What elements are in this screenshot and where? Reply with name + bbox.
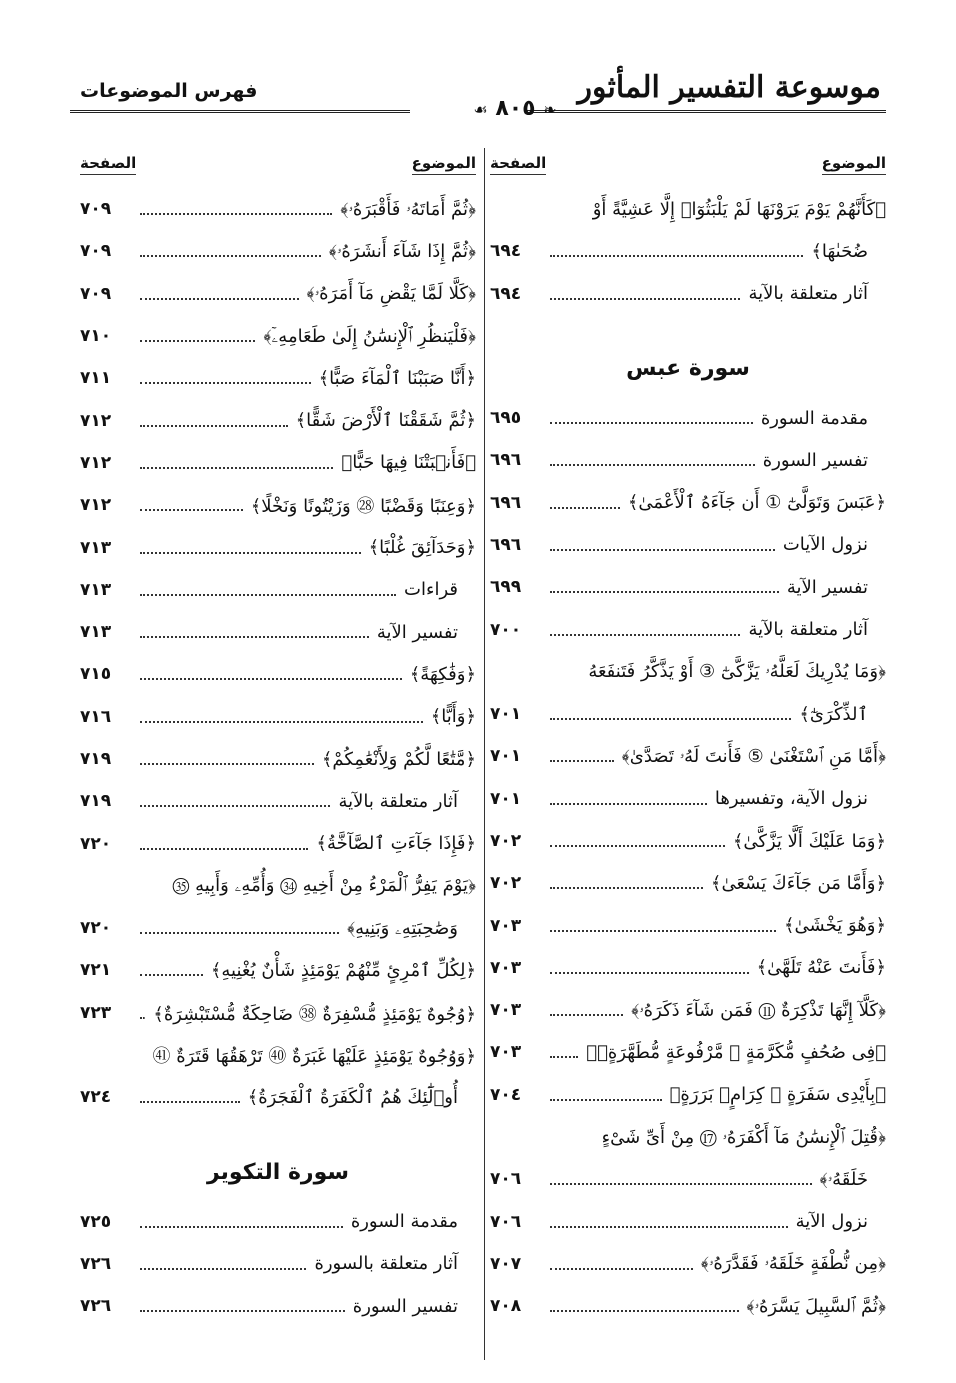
- leader-dots: [550, 1226, 788, 1228]
- toc-entry[interactable]: [80, 442, 476, 484]
- entry-page-number: ٧١٢: [80, 410, 112, 431]
- spacer: [490, 315, 886, 341]
- entry-title: ﴿عَبَسَ وَتَوَلَّىٰٓ ① أَن جَآءَهُ ٱلْأَعْمَىٰ﴾: [627, 492, 886, 514]
- leader-dots: [140, 340, 255, 342]
- entry-page-number: ٧٢٥: [80, 1211, 112, 1232]
- entry-title: ﴿بِأَيْدِى سَفَرَةٍ ⑮ كِرَامٍۭ بَرَرَةٍ﴾: [669, 1084, 886, 1106]
- entry-title: آثار متعلقة بالآية: [748, 619, 868, 641]
- leader-dots: [550, 549, 775, 551]
- page-header-label: الصفحة: [80, 154, 136, 175]
- entry-title: ضُحَىٰهَا﴾: [811, 240, 868, 262]
- leader-dots: [550, 1014, 623, 1016]
- toc-entry[interactable]: [490, 989, 886, 1031]
- toc-entry[interactable]: [490, 439, 886, 481]
- entry-title: آثار متعلقة بالآية: [748, 283, 868, 305]
- entry-title: أُو۟لَٰٓئِكَ هُمُ ٱلْكَفَرَةُ ٱلْفَجَرَةُ﴾: [247, 1086, 458, 1108]
- leader-dots: [140, 974, 203, 976]
- leader-dots: [550, 760, 614, 762]
- entry-title: نزول الآية: [795, 1211, 868, 1233]
- entry-title: ﴿مَّتَٰعًا لَّكُمْ وَلِأَنْعَٰمِكُمْ﴾: [321, 748, 476, 770]
- column-header: [490, 148, 886, 188]
- header-rule-right: [526, 110, 886, 113]
- leader-dots: [550, 507, 620, 509]
- entry-title: ﴿ثُمَّ ٱلسَّبِيلَ يَسَّرَهُۥ﴾: [746, 1295, 886, 1317]
- entry-title: مقدمة السورة: [350, 1211, 458, 1233]
- leader-dots: [140, 848, 308, 850]
- entry-title: ﴿ثُمَّ أَمَاتَهُۥ فَأَقْبَرَهُۥ﴾: [340, 198, 476, 220]
- entry-title: مقدمة السورة: [760, 407, 868, 429]
- toc-entry[interactable]: [490, 273, 886, 315]
- toc-entry[interactable]: [490, 397, 886, 439]
- leader-dots: [140, 721, 423, 723]
- entry-title: ﴿يَوْمَ يَفِرُّ ٱلْمَرْءُ مِنْ أَخِيهِ ㉞ وَأُمِّهِۦ وَأَبِيهِ ㉟: [172, 875, 476, 897]
- toc-entry[interactable]: [80, 822, 476, 864]
- toc-entry[interactable]: [490, 1243, 886, 1285]
- entry-page-number: ٧١٢: [80, 495, 112, 516]
- leader-dots: [550, 887, 703, 889]
- toc-entry[interactable]: [80, 992, 476, 1034]
- entry-title: خَلَقَهُۥ﴾: [819, 1168, 868, 1190]
- leader-dots: [550, 1056, 578, 1058]
- toc-entry[interactable]: [80, 484, 476, 526]
- toc-entry[interactable]: [490, 524, 886, 566]
- entry-page-number: ٧٠٢: [490, 873, 522, 894]
- leader-dots: [140, 213, 332, 215]
- toc-entry[interactable]: [80, 526, 476, 568]
- toc-entry[interactable]: [80, 1243, 476, 1285]
- toc-entry[interactable]: [490, 947, 886, 989]
- entry-page-number: ٧٠٣: [490, 1000, 522, 1021]
- entry-title: نزول الآيات: [782, 534, 868, 556]
- toc-entry[interactable]: [490, 693, 886, 735]
- toc-entry[interactable]: [490, 651, 886, 693]
- entry-title: ﴿وَمَا يُدْرِيكَ لَعَلَّهُۥ يَزَّكَّىٰٓ ③ أَوْ يَذَّكَّرُ فَتَنفَعَهُ: [588, 661, 886, 683]
- entry-page-number: ٧١٣: [80, 579, 112, 600]
- entry-title: تفسير الآية: [376, 621, 458, 643]
- leader-dots: [140, 255, 321, 257]
- toc-entry[interactable]: [80, 907, 476, 949]
- leader-dots: [550, 634, 740, 636]
- leader-dots: [550, 298, 740, 300]
- entry-title: ﴿كَلَّا لَمَّا يَقْضِ مَآ أَمَرَهُۥ﴾: [306, 283, 476, 305]
- leader-dots: [140, 552, 361, 554]
- entry-title: ﴿فَلْيَنظُرِ ٱلْإِنسَٰنُ إِلَىٰ طَعَامِهِۦٓ﴾: [263, 325, 476, 347]
- entry-title: ﴿وَحَدَآئِقَ غُلْبًا﴾: [368, 537, 476, 559]
- entry-title: آثار متعلقة بالآية: [338, 790, 458, 812]
- ornament-icon: ☙: [473, 100, 488, 119]
- toc-entry[interactable]: [490, 1116, 886, 1158]
- entry-title: تفسير السورة: [352, 1295, 458, 1317]
- page-number-value: ٨٠٥: [495, 96, 536, 121]
- entry-page-number: ٧٠٢: [490, 831, 522, 851]
- entry-page-number: ٧٠٤: [490, 1084, 522, 1105]
- entry-page-number: ٦٩٩: [490, 577, 522, 598]
- entry-title: ﴿مِن نُّطْفَةٍ خَلَقَهُۥ فَقَدَّرَهُۥ﴾: [700, 1253, 886, 1275]
- entry-title: نزول الآية، وتفسيرها: [714, 788, 868, 810]
- toc-entry[interactable]: [80, 1285, 476, 1327]
- entry-page-number: ٧٠٣: [490, 915, 522, 936]
- leader-dots: [140, 467, 333, 469]
- entry-page-number: ٧٢٠: [80, 833, 112, 854]
- entry-title: ﴿وَعِنَبًا وَقَضْبًا ㉘ وَزَيْتُونًا وَنَخْلًا﴾: [250, 496, 476, 518]
- leader-dots: [550, 972, 749, 974]
- entry-page-number: ٦٩٦: [490, 450, 522, 471]
- entry-title: ﴿أَنَّا صَبَبْنَا ٱلْمَآءَ صَبًّا﴾: [318, 367, 476, 389]
- entry-page-number: ٧٠٣: [490, 957, 522, 978]
- entry-title: ﴿وَأَمَّا مَن جَآءَكَ يَسْعَىٰ﴾: [710, 872, 886, 894]
- leader-dots: [550, 591, 779, 593]
- entry-page-number: ٧١١: [80, 368, 112, 389]
- entry-page-number: ٦٩٥: [490, 408, 522, 429]
- entry-title: تفسير السورة: [762, 449, 868, 471]
- entry-title: ﴿وَمَا عَلَيْكَ أَلَّا يَزَّكَّىٰ﴾: [732, 830, 886, 852]
- entry-title: ﴿فَأَنۢبَتْنَا فِيهَا حَبًّا﴾: [341, 452, 476, 474]
- leader-dots: [140, 932, 339, 934]
- entry-page-number: ٧٠١: [490, 746, 522, 767]
- leader-dots: [550, 1099, 662, 1101]
- entry-page-number: ٧٠٩: [80, 283, 112, 304]
- leader-dots: [140, 298, 299, 300]
- book-title: موسوعة التفسير المأثور: [577, 70, 881, 105]
- entry-page-number: ٧٠١: [490, 788, 522, 809]
- entry-page-number: ٧١٣: [80, 537, 112, 558]
- leader-dots: [550, 845, 725, 847]
- page-header-label: الصفحة: [490, 154, 546, 175]
- page-header: [70, 70, 886, 130]
- entry-title: ﴿كَلَّآ إِنَّهَا تَذْكِرَةٌ ⑪ فَمَن شَآءَ ذَكَرَهُۥ﴾: [631, 999, 886, 1021]
- leader-dots: [550, 718, 791, 720]
- entry-page-number: ٧١٢: [80, 452, 112, 473]
- entry-page-number: ٧١٣: [80, 622, 112, 643]
- leader-dots: [140, 1226, 343, 1228]
- toc-entry[interactable]: [80, 569, 476, 611]
- leader-dots: [550, 803, 707, 805]
- toc-entry[interactable]: [490, 1201, 886, 1243]
- toc-entry[interactable]: [490, 820, 886, 862]
- leader-dots: [140, 805, 330, 807]
- entry-title: ﴿قُتِلَ ٱلْإِنسَٰنُ مَآ أَكْفَرَهُۥ ⑰ مِنْ أَىِّ شَىْءٍ: [601, 1126, 886, 1148]
- toc-entry[interactable]: [80, 738, 476, 780]
- header-rule-left: [70, 110, 410, 113]
- entry-page-number: ٦٩٤: [490, 241, 522, 262]
- entry-title: ٱلذِّكْرَىٰٓ﴾: [799, 703, 868, 725]
- entry-page-number: ٧٠٩: [80, 199, 112, 220]
- toc-entry[interactable]: [490, 1074, 886, 1116]
- entry-title: ﴿وَوُجُوهٌ يَوْمَئِذٍ عَلَيْهَا غَبَرَةٌ ㊵ تَرْهَقُهَا قَتَرَةٌ ㊶: [152, 1046, 476, 1068]
- entry-title: ﴿وَفَٰكِهَةً﴾: [409, 663, 476, 685]
- leader-dots: [550, 464, 755, 466]
- ornament-icon: ❧: [543, 100, 557, 119]
- toc-entry[interactable]: [490, 904, 886, 946]
- entry-page-number: ٧٠٨: [490, 1296, 522, 1317]
- entry-title: ﴿فَإِذَا جَآءَتِ ٱلصَّآخَّةُ﴾: [316, 833, 476, 855]
- toc-entry[interactable]: [80, 780, 476, 822]
- leader-dots: [550, 1183, 812, 1185]
- entry-page-number: ٦٩٦: [490, 492, 522, 513]
- entry-page-number: ٦٩٤: [490, 283, 522, 304]
- entry-title: ﴿فِى صُحُفٍ مُّكَرَّمَةٍ ⑬ مَّرْفُوعَةٍ مُّطَهَّرَةٍۭ﴾: [586, 1041, 886, 1063]
- leader-dots: [550, 255, 803, 257]
- toc-entry[interactable]: [80, 315, 476, 357]
- entry-page-number: ٧٢١: [80, 960, 112, 981]
- toc-entry[interactable]: [80, 273, 476, 315]
- leader-dots: [140, 678, 402, 680]
- leader-dots: [140, 1101, 240, 1103]
- entry-page-number: ٧٠٩: [80, 241, 112, 262]
- entry-page-number: ٧١٩: [80, 791, 112, 812]
- entry-page-number: ٧٢٤: [80, 1087, 112, 1108]
- toc-entry[interactable]: [490, 1031, 886, 1073]
- leader-dots: [550, 930, 776, 932]
- toc-entry[interactable]: [80, 611, 476, 653]
- toc-entry[interactable]: [80, 1076, 476, 1118]
- left-column: [80, 148, 476, 1327]
- entry-page-number: ٧٢٣: [80, 1002, 112, 1023]
- toc-entry[interactable]: [80, 399, 476, 441]
- leader-dots: [550, 422, 753, 424]
- entry-title: ﴿وَأَبًّا﴾: [430, 706, 476, 728]
- entry-title: ﴿وَهُوَ يَخْشَىٰ﴾: [784, 915, 886, 937]
- entry-title: وَصَٰحِبَتِهِۦ وَبَنِيهِ﴾: [347, 917, 458, 939]
- toc-entry[interactable]: [490, 230, 886, 272]
- section-title: فهرس الموضوعات: [80, 80, 258, 102]
- toc-entry[interactable]: [80, 949, 476, 991]
- topic-header: الموضوع: [412, 154, 476, 175]
- entry-page-number: ٧٢٦: [80, 1296, 112, 1317]
- entry-title: ﴿لِكُلِّ ٱمْرِئٍ مِّنْهُمْ يَوْمَئِذٍ شَأْنٌ يُغْنِيهِ﴾: [210, 959, 476, 981]
- entry-page-number: ٧٢٠: [80, 918, 112, 939]
- entry-page-number: ٧٠٣: [490, 1042, 522, 1063]
- entry-title: ﴿وُجُوهٌ يَوْمَئِذٍ مُّسْفِرَةٌ ㊳ ضَاحِكَةٌ مُّسْتَبْشِرَةٌ﴾: [153, 1003, 476, 1025]
- entry-page-number: ٧١٦: [80, 706, 112, 727]
- column-header: [80, 148, 476, 188]
- toc-entry[interactable]: [80, 188, 476, 230]
- toc-entry[interactable]: [80, 865, 476, 907]
- toc-entry[interactable]: [80, 357, 476, 399]
- leader-dots: [140, 1017, 145, 1019]
- leader-dots: [140, 1268, 306, 1270]
- entry-page-number: ٧١٠: [80, 326, 112, 347]
- entry-page-number: ٧٢٦: [80, 1253, 112, 1274]
- toc-list: [80, 188, 476, 1327]
- entry-page-number: ٧٠٠: [490, 619, 522, 640]
- leader-dots: [140, 763, 314, 765]
- toc-entry[interactable]: [490, 778, 886, 820]
- entry-page-number: ٧٠١: [490, 704, 522, 725]
- toc-entry[interactable]: [80, 696, 476, 738]
- toc-entry[interactable]: [490, 566, 886, 608]
- entry-page-number: ٧١٩: [80, 749, 112, 769]
- leader-dots: [140, 509, 243, 511]
- leader-dots: [140, 594, 396, 596]
- entry-title: ﴿فَأَنتَ عَنْهُ تَلَهَّىٰ﴾: [756, 957, 886, 979]
- toc-entry[interactable]: [80, 230, 476, 272]
- toc-entry[interactable]: [80, 653, 476, 695]
- toc-entry[interactable]: [490, 481, 886, 523]
- leader-dots: [140, 1310, 345, 1312]
- page-number: [450, 96, 580, 121]
- toc-entry[interactable]: [80, 1034, 476, 1076]
- leader-dots: [140, 425, 288, 427]
- column-divider: [484, 148, 485, 1360]
- toc-entry[interactable]: [490, 1158, 886, 1200]
- entry-page-number: ٧٠٦: [490, 1211, 522, 1232]
- entry-page-number: ٧٠٦: [490, 1169, 522, 1190]
- toc-entry[interactable]: [490, 608, 886, 650]
- entry-title: ﴿أَمَّا مَنِ ٱسْتَغْنَىٰ ⑤ فَأَنتَ لَهُۥ تَصَدَّىٰ﴾: [621, 745, 886, 767]
- toc-entry[interactable]: [490, 188, 886, 230]
- entry-page-number: ٧٠٧: [490, 1253, 522, 1274]
- toc-entry[interactable]: [490, 1285, 886, 1327]
- leader-dots: [550, 1268, 693, 1270]
- entry-page-number: ٧١٥: [80, 664, 112, 685]
- entry-title: آثار متعلقة بالسورة: [314, 1253, 458, 1275]
- leader-dots: [140, 382, 311, 384]
- entry-title: قراءات: [404, 579, 458, 601]
- entry-title: ﴿كَأَنَّهُمْ يَوْمَ يَرَوْنَهَا لَمْ يَلْبَثُوٓا۟ إِلَّا عَشِيَّةً أَوْ: [592, 198, 886, 220]
- entry-title: ﴿ثُمَّ إِذَا شَآءَ أَنشَرَهُۥ﴾: [328, 240, 476, 262]
- toc-entry[interactable]: [80, 1201, 476, 1243]
- toc-list: [490, 188, 886, 1327]
- surah-heading: سورة عبس: [626, 356, 750, 382]
- entry-page-number: ٦٩٦: [490, 534, 522, 555]
- spacer: [80, 1119, 476, 1145]
- toc-entry[interactable]: [490, 862, 886, 904]
- leader-dots: [550, 1310, 739, 1312]
- leader-dots: [140, 636, 369, 638]
- surah-heading: سورة التكوير: [206, 1160, 350, 1186]
- right-column: [490, 148, 886, 1327]
- toc-entry[interactable]: [490, 735, 886, 777]
- entry-title: ﴿ثُمَّ شَقَقْنَا ٱلْأَرْضَ شَقًّا﴾: [295, 410, 476, 432]
- entry-title: تفسير الآية: [786, 576, 868, 598]
- topic-header: الموضوع: [822, 154, 886, 175]
